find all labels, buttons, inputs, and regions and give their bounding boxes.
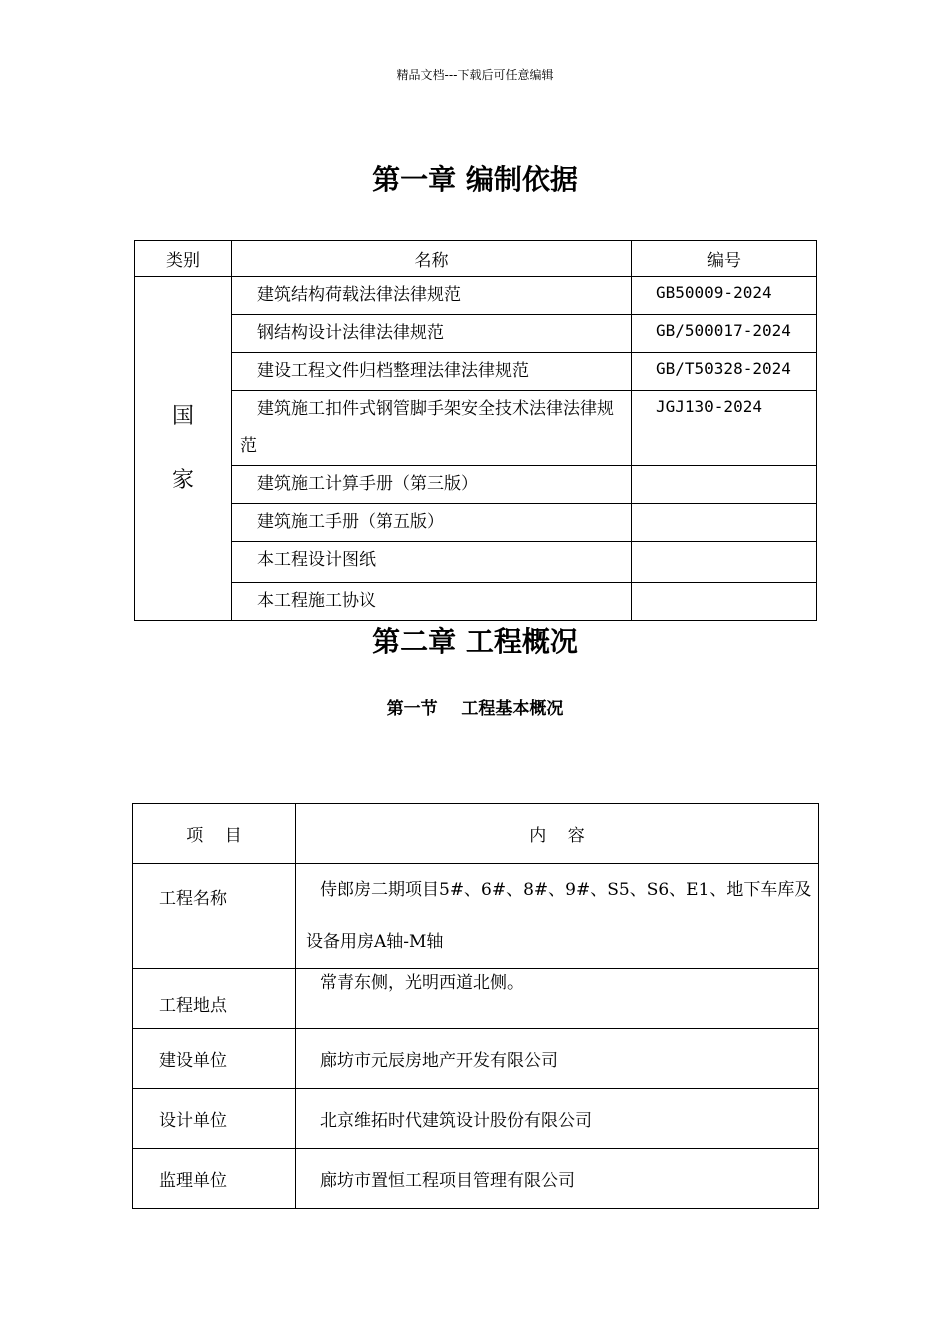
header-content: 内 容: [296, 804, 819, 864]
standard-name: 钢结构设计法律法律规范: [232, 315, 632, 353]
standard-name: 本工程设计图纸: [232, 542, 632, 583]
item-value: 侍郎房二期项目5#、6#、8#、9#、S5、S6、E1、地下车库及设备用房A轴-M轴: [296, 864, 819, 969]
overview-table: [132, 803, 819, 1209]
chapter1-title: 第一章 编制依据: [372, 163, 578, 196]
table-header-row: [133, 804, 819, 864]
table-row: [135, 353, 817, 391]
standard-code: [632, 583, 817, 621]
header-code: 编号: [632, 241, 817, 277]
header-name: 名称: [232, 241, 632, 277]
category-char: 国: [171, 403, 194, 429]
header-category: 类别: [135, 241, 232, 277]
standard-code: GB/T50328-2024: [632, 353, 817, 391]
table-row: [133, 1149, 819, 1209]
standard-code: [632, 542, 817, 583]
standard-name: 建筑施工扣件式钢管脚手架安全技术法律法律规范: [232, 391, 632, 466]
item-label: 工程名称: [133, 864, 296, 969]
table-row: [135, 277, 817, 315]
standard-code: [632, 504, 817, 542]
table-row: [135, 504, 817, 542]
header-item: 项 目: [133, 804, 296, 864]
standard-code: [632, 466, 817, 504]
standard-name: 建筑结构荷载法律法律规范: [232, 277, 632, 315]
category-char: 家: [171, 467, 194, 493]
chapter2-title: 第二章 工程概况: [372, 625, 578, 658]
standard-name: 本工程施工协议: [232, 583, 632, 621]
section1-title: 第一节 工程基本概况: [386, 699, 564, 719]
table-row: [135, 583, 817, 621]
standard-code: GB50009-2024: [632, 277, 817, 315]
item-label: 建设单位: [133, 1029, 296, 1089]
standard-name: 建设工程文件归档整理法律法律规范: [232, 353, 632, 391]
table-header-row: [135, 241, 817, 277]
table-row: [135, 315, 817, 353]
table-row: [135, 466, 817, 504]
table-row: [133, 969, 819, 1029]
standard-code: JGJ130-2024: [632, 391, 817, 466]
item-label: 监理单位: [133, 1149, 296, 1209]
item-value: 北京维拓时代建筑设计股份有限公司: [296, 1089, 819, 1149]
table-row: [133, 1029, 819, 1089]
item-label: 设计单位: [133, 1089, 296, 1149]
item-value: 廊坊市置恒工程项目管理有限公司: [296, 1149, 819, 1209]
category-cell: [135, 277, 232, 621]
item-value: 常青东侧，光明西道北侧。: [296, 969, 819, 1029]
item-value: 廊坊市元辰房地产开发有限公司: [296, 1029, 819, 1089]
standard-code: GB/500017-2024: [632, 315, 817, 353]
basis-table: [134, 240, 817, 621]
table-row: [133, 1089, 819, 1149]
header-note: 精品文档---下载后可任意编辑: [396, 68, 554, 82]
standard-name: 建筑施工手册（第五版）: [232, 504, 632, 542]
table-row: [135, 542, 817, 583]
item-label: 工程地点: [133, 969, 296, 1029]
table-row: [133, 864, 819, 969]
standard-name: 建筑施工计算手册（第三版）: [232, 466, 632, 504]
table-row: [135, 391, 817, 466]
